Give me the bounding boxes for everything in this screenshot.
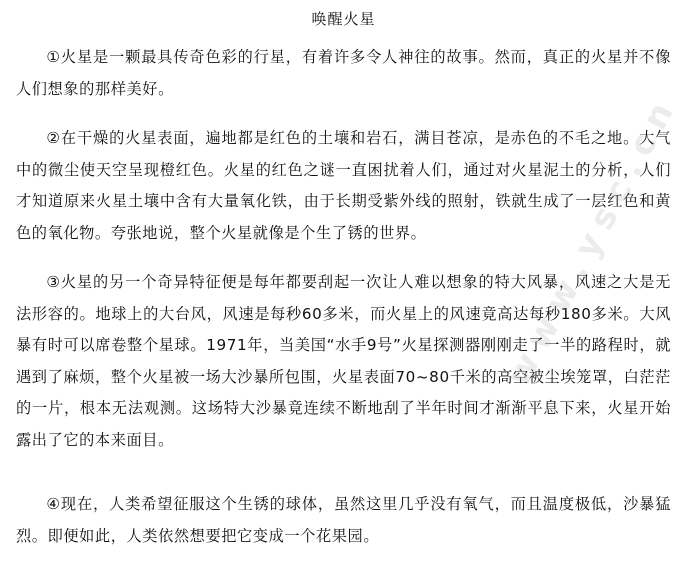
paragraph-1: ①火星是一颗最具传奇色彩的行星，有着许多令人神往的故事。然而，真正的火星并不像人们想象的那样美好。 <box>16 48 671 98</box>
watermark: www.ysc.cn <box>498 87 687 393</box>
paragraph-4: ④现在，人类希望征服这个生锈的球体，虽然这里几乎没有氧气，而且温度极低，沙暴猛烈。即便如此，人类依然想要把它变成一个花果园。 <box>16 495 671 545</box>
paragraph-2: ②在干燥的火星表面，遍地都是红色的土壤和岩石，满目苍凉，是赤色的不毛之地。大气中的微尘使天空呈现橙红色。火星的红色之谜一直困扰着人们，通过对火星泥土的分析，人们才知道原来火星土壤中含有大量氧化铁，由于长期受紫外线的照射，铁就生成了一层红色和黄色的氧化物。夸张地说，整个火星就像是个生了锈的世界。 <box>16 129 671 242</box>
document-title: 唤醒火星 <box>311 10 376 28</box>
paragraph-3: ③火星的另一个奇异特征便是每年都要刮起一次让人难以想象的特大风暴，风速之大是无法形容的。地球上的大台风，风速是每秒60多米，而火星上的风速竟高达每秒180多米。大风暴有时可以席卷整个星球。1971年，当美国“水手9号”火星探测器刚刚走了一半的路程时，就遇到了麻烦，整个火星被一场大沙暴所包围，火星表面70~80千米的高空被尘埃笼罩，白茫茫的一片，根本无法观测。这场特大沙暴竟连续不断地刮了半年时间才渐渐平息下来，火星开始露出了它的本来面目。 <box>16 273 671 449</box>
